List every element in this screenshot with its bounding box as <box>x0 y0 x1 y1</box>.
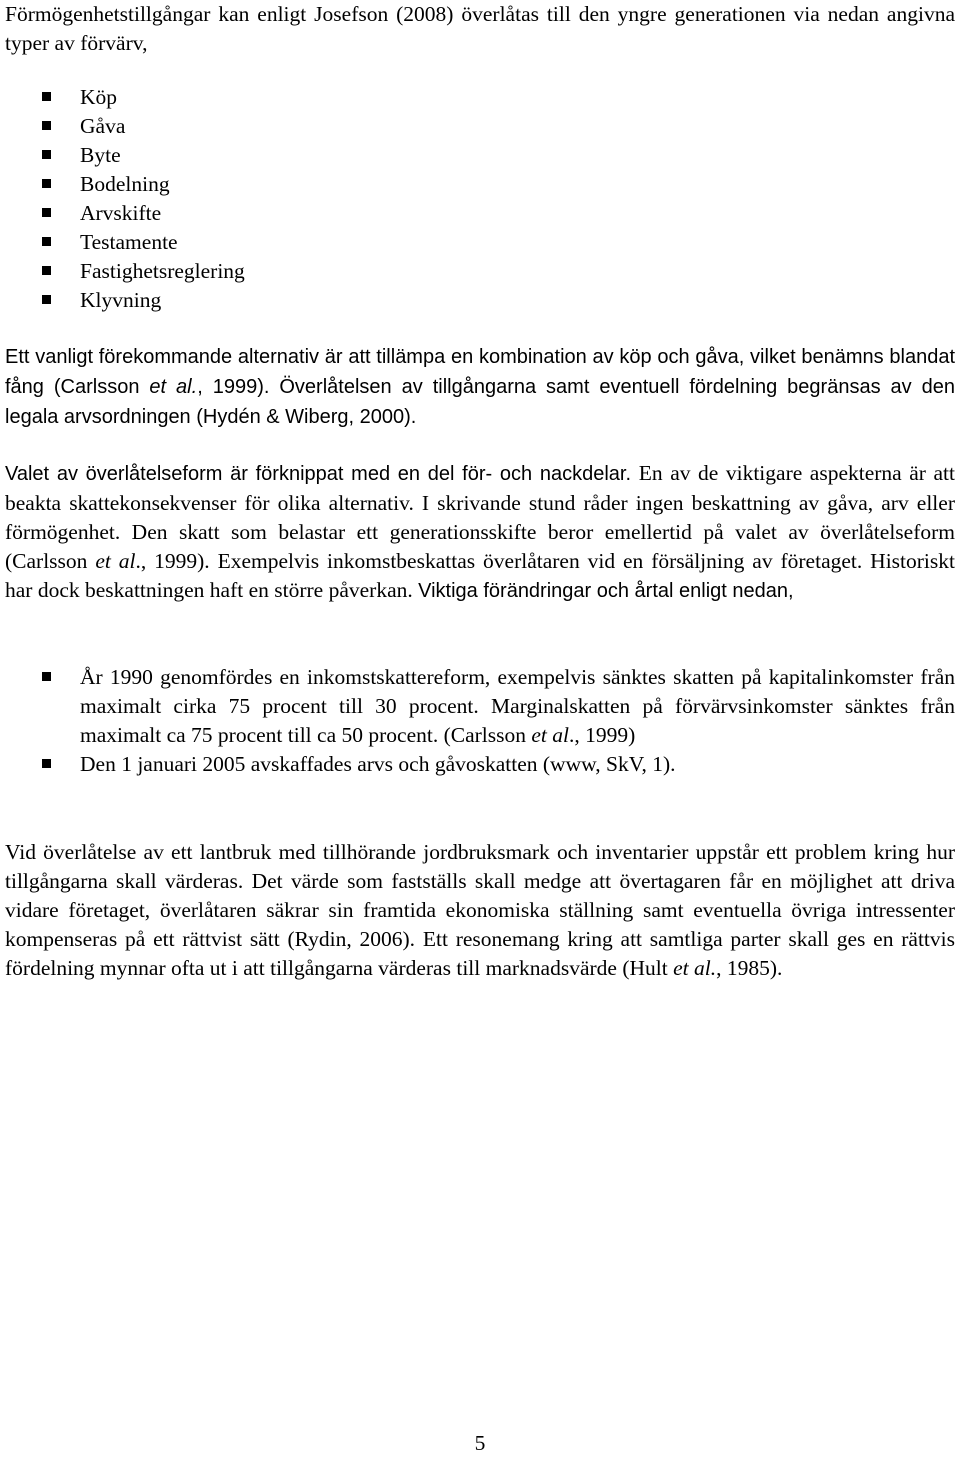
tax-changes-list <box>0 663 955 779</box>
bullet-square-icon <box>42 208 51 217</box>
bullet-square-icon <box>42 92 51 101</box>
acquisition-types-list <box>0 83 245 315</box>
list-item <box>0 83 245 112</box>
list-item-text: ., 1999) <box>569 723 636 747</box>
combination-paragraph <box>5 342 955 432</box>
paragraph-text: , 1985). <box>716 956 783 980</box>
citation-etal: et al <box>95 549 136 573</box>
intro-text: Förmögenhetstillgångar kan enligt Josefson (2008) överlåtas till den yngre generationen via nedan angivna typer av förvärv, <box>5 2 955 55</box>
paragraph-text: Ett vanligt förekommande alternativ är att tillämpa en kombination av köp och gåva, vilket benämns blandat fång (Carlsson <box>5 346 955 398</box>
bullet-square-icon <box>42 179 51 188</box>
list-item-text: År 1990 genomfördes en inkomstskattereform, exempelvis sänktes skatten på kapitalinkomster från maximalt cirka 75 procent till 30 procent. Marginalskatten på förvärvsinkomster sänktes från maximalt ca 75 procent till ca 50 procent. (Carlsson <box>80 665 955 747</box>
list-item-label: Köp <box>80 85 118 109</box>
list-item-label: Fastighetsreglering <box>80 259 245 283</box>
list-item <box>0 228 245 257</box>
list-item-label: Arvskifte <box>80 201 162 225</box>
list-item-label: Bodelning <box>80 172 170 196</box>
intro-paragraph <box>5 0 955 58</box>
bullet-square-icon <box>42 759 51 768</box>
citation-etal: et al. <box>149 376 198 398</box>
valuation-paragraph <box>5 838 955 983</box>
paragraph-text: ., 1999). Exempelvis inkomstbeskattas överlåtaren vid en försäljning av företaget. Historiskt har dock beskattningen haft en större påverkan. <box>5 549 955 602</box>
transfer-form-paragraph <box>5 459 955 606</box>
list-item <box>0 663 955 750</box>
list-item-text: Den 1 januari 2005 avskaffades arvs och gåvoskatten (www, SkV, 1). <box>80 752 676 776</box>
paragraph-text: , 1999). <box>197 376 280 398</box>
paragraph-text: Vid överlåtelse av ett lantbruk med tillhörande jordbruksmark och inventarier uppstår ett problem kring hur tillgångarna skall värderas. Det värde som fastställs skall medge att övertagaren får en möjlighet att driva vidare företaget, överlåtaren säkrar sin framtida ekonomiska ställning samt eventuella övriga intressenter kompenseras på ett rättvist sätt (Rydin, 2006). Ett resonemang kring att samtliga parter skall ges en rättvis fördelning mynnar ofta ut i att tillgångarna värderas till marknadsvärde (Hult <box>5 840 955 980</box>
list-item-label: Byte <box>80 143 121 167</box>
citation-etal: et al <box>531 723 569 747</box>
list-item <box>0 750 955 779</box>
citation-etal: et al. <box>673 956 717 980</box>
paragraph-text: Överlåtelsen av tillgångarna samt eventuell fördelning begränsas av den legala arvsordningen (Hydén & Wiberg, 2000). <box>5 376 955 428</box>
list-item <box>0 199 245 228</box>
bullet-square-icon <box>42 672 51 681</box>
list-item-label: Testamente <box>80 230 178 254</box>
list-item-label: Gåva <box>80 114 126 138</box>
paragraph-text: En av de viktigare aspekterna är att beakta skattekonsekvenser för olika alternativ. I skrivande stund råder ingen beskattning av gåva, arv eller förmögenhet. Den skatt som belastar ett generationsskifte beror emellertid på valet av överlåtelseform (Carlsson <box>5 461 955 573</box>
list-item <box>0 257 245 286</box>
paragraph-text: Viktiga förändringar och årtal enligt nedan, <box>418 580 794 602</box>
list-item <box>0 112 245 141</box>
list-item-label: Klyvning <box>80 288 162 312</box>
bullet-square-icon <box>42 295 51 304</box>
list-item <box>0 170 245 199</box>
paragraph-text: Valet av överlåtelseform är förknippat med en del för- och nackdelar. <box>5 463 639 485</box>
bullet-square-icon <box>42 237 51 246</box>
list-item <box>0 141 245 170</box>
bullet-square-icon <box>42 150 51 159</box>
page-number: 5 <box>474 1431 486 1455</box>
list-item <box>0 286 245 315</box>
bullet-square-icon <box>42 266 51 275</box>
bullet-square-icon <box>42 121 51 130</box>
